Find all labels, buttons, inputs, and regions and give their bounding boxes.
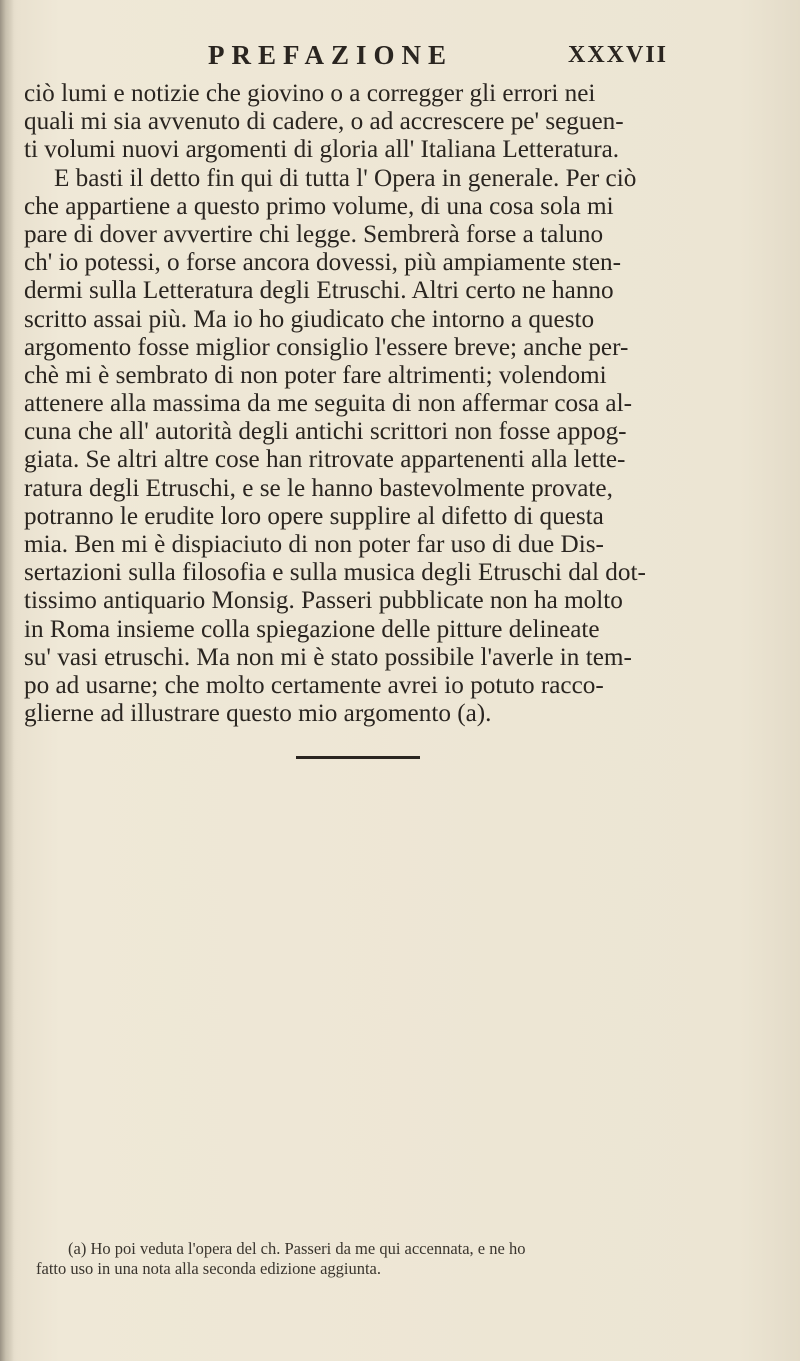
text-line: pare di dover avvertire chi legge. Sembrerà forse a taluno xyxy=(24,220,604,248)
text-line: argomento fosse miglior consiglio l'essere breve; anche per- xyxy=(24,333,629,361)
text-line: chè mi è sembrato di non poter fare altrimenti; volendomi xyxy=(24,361,607,389)
header-title: PREFAZIONE xyxy=(208,40,454,70)
text-line: in Roma insieme colla spiegazione delle pitture delineate xyxy=(24,615,600,643)
text-line: E basti il detto fin qui di tutta l' Opera in generale. Per ciò xyxy=(54,164,637,192)
text-line: che appartiene a questo primo volume, di una cosa sola mi xyxy=(24,192,614,220)
page-gutter xyxy=(0,0,14,1361)
text-line: dermi sulla Letteratura degli Etruschi. Altri certo ne hanno xyxy=(24,277,614,305)
text-line: tissimo antiquario Monsig. Passeri pubblicate non ha molto xyxy=(24,587,623,615)
body-text xyxy=(24,80,664,728)
text-line: glierne ad illustrare questo mio argomento (a). xyxy=(24,700,492,728)
text-line: su' vasi etruschi. Ma non mi è stato possibile l'averle in tem- xyxy=(24,643,632,671)
text-line: ch' io potessi, o forse ancora dovessi, più ampiamente sten- xyxy=(24,249,621,277)
text-line: scritto assai più. Ma io ho giudicato che intorno a questo xyxy=(24,305,595,333)
text-line: cuna che all' autorità degli antichi scrittori non fosse appog- xyxy=(24,418,627,446)
running-header xyxy=(208,40,668,76)
section-rule xyxy=(296,756,420,759)
text-line: attenere alla massima da me seguita di non affermar cosa al- xyxy=(24,390,632,418)
text-line: po ad usarne; che molto certamente avrei io potuto racco- xyxy=(24,671,604,699)
footnote-line: (a) Ho poi veduta l'opera del ch. Passeri da me qui accennata, e ne ho xyxy=(68,1239,526,1258)
text-line: mia. Ben mi è dispiaciuto di non poter far uso di due Dis- xyxy=(24,531,604,558)
text-line: potranno le erudite loro opere supplire al difetto di questa xyxy=(24,502,604,530)
text-line: sertazioni sulla filosofia e sulla musica degli Etruschi dal dot- xyxy=(24,559,646,587)
text-line: ti volumi nuovi argomenti di gloria all' Italiana Letteratura. xyxy=(24,136,620,164)
text-line: quali mi sia avvenuto di cadere, o ad accrescere pe' seguen- xyxy=(24,108,624,136)
page-number: XXXVII xyxy=(567,42,668,68)
text-line: ciò lumi e notizie che giovino o a corregger gli errori nei xyxy=(24,80,596,107)
footnote-line: fatto uso in una nota alla seconda edizione aggiunta. xyxy=(36,1259,382,1278)
text-line: ratura degli Etruschi, e se le hanno bastevolmente provate, xyxy=(24,474,613,502)
footnote xyxy=(36,1239,676,1279)
text-line: giata. Se altri altre cose han ritrovate appartenenti alla lette- xyxy=(24,446,626,474)
